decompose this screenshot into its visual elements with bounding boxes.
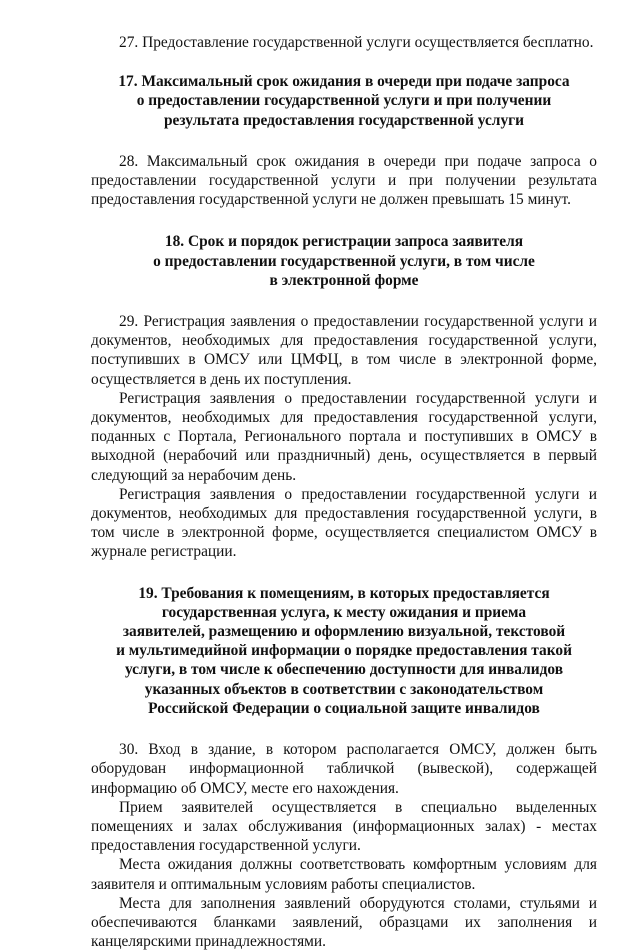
heading-line: в электронной форме (269, 271, 419, 289)
heading-line: результата предоставления государственной услуги (164, 111, 524, 129)
section-19-heading (91, 584, 597, 718)
heading-line: заявителей, размещению и оформлению визуальной, текстовой (122, 623, 566, 641)
heading-line: и мультимедийной информации о порядке предоставления такой (116, 642, 572, 660)
paragraph-27: 27. Предоставление государственной услуги осуществляется бесплатно. (119, 34, 594, 51)
paragraph-30-waiting-area: Места ожидания должны соответствовать комфортным условиям для заявителя и оптимальным условиям работы специалистов. (91, 856, 597, 893)
paragraph-29-registration-portal: Регистрация заявления о предоставлении государственной услуги и документов, необходимых для предоставления государственной услуги, поданных с Портала, Регионального портала и поступивших в ОМСУ в выходной (нерабочий или праздничный) день, осуществляется в первый следующий за нерабочим день. (91, 389, 597, 484)
heading-line: услуги, в том числе к обеспечению доступности для инвалидов (124, 661, 564, 679)
heading-line: 19. Требования к помещениям, в которых предоставляется (138, 584, 550, 602)
paragraph-28: 28. Максимальный срок ожидания в очереди при подаче запроса о предоставлении государственной услуги и при получении результата предоставления государственной услуги не должен превышать 15 минут. (91, 152, 597, 209)
heading-line: Российской Федерации о социальной защите инвалидов (148, 699, 540, 717)
paragraph-29: 29. Регистрация заявления о предоставлении государственной услуги и документов, необходимых для предоставления государственной услуги, поступивших в ОМСУ или ЦМФЦ, в том числе в электронной форме, осуществляется в день их поступления. (91, 313, 597, 388)
heading-line: 18. Срок и порядок регистрации запроса заявителя (164, 233, 524, 251)
heading-line: указанных объектов в соответствии с законодательством (144, 680, 544, 698)
paragraph-29-registration-journal: Регистрация заявления о предоставлении государственной услуги и документов, необходимых для предоставления государственной услуги, в том числе в электронной форме, осуществляется специалистом ОМСУ в журнале регистрации. (91, 485, 597, 561)
heading-line: 17. Максимальный срок ожидания в очереди при подаче запроса (118, 73, 570, 91)
heading-line: государственная услуга, к месту ожидания и приема (161, 603, 527, 621)
paragraph-30: 30. Вход в здание, в котором располагается ОМСУ, должен быть оборудован информационной табличкой (вывеской), содержащей информацию об ОМСУ, месте его нахождения. (91, 741, 597, 797)
heading-line: о предоставлении государственной услуги, в том числе (153, 252, 535, 270)
paragraph-30-reception: Прием заявителей осуществляется в специально выделенных помещениях и залах обслуживания (информационных залах) - местах предоставления государственной услуги. (91, 798, 597, 855)
heading-line: о предоставлении государственной услуги и при получении (136, 92, 552, 110)
paragraph-30-application-desks: Места для заполнения заявлений оборудуются столами, стульями и обеспечиваются бланками заявлений, образцами их заполнения и канцелярскими принадлежностями. (91, 894, 597, 951)
section-17-heading (91, 72, 597, 130)
section-18-heading (91, 232, 597, 290)
